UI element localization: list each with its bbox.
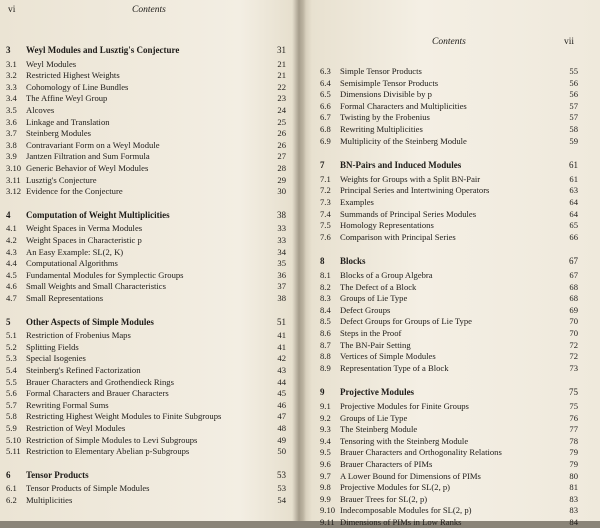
section-number: 8.5 <box>320 316 331 327</box>
section-page: 64 <box>569 208 578 219</box>
chapter-number: 7 <box>320 160 325 171</box>
section-number: 5.10 <box>6 434 22 445</box>
section-page: 70 <box>569 328 578 338</box>
section-page: 84 <box>569 517 578 527</box>
section-page: 30 <box>277 186 286 197</box>
section-page: 69 <box>569 304 578 315</box>
section-page: 73 <box>569 362 578 373</box>
chapter-number: 5 <box>6 316 11 327</box>
section-number: 4.6 <box>6 281 17 292</box>
section-number: 8.1 <box>320 270 331 280</box>
section-title: Dimensions Divisible by p <box>340 89 432 100</box>
section-number: 7.5 <box>320 220 331 231</box>
section-title: Weight Spaces in Verma Modules <box>26 223 143 234</box>
section-page: 24 <box>277 105 286 115</box>
section-page: 77 <box>569 424 578 435</box>
section-number: 8.9 <box>320 362 331 373</box>
section-number: 4.5 <box>6 269 17 280</box>
section-number: 6.3 <box>320 66 331 76</box>
section-page: 33 <box>277 223 286 234</box>
section-number: 8.7 <box>320 339 331 350</box>
section-number: 7.3 <box>320 197 331 207</box>
section-title: Rewriting Multiplicities <box>340 124 423 134</box>
section-number: 8.2 <box>320 281 331 292</box>
section-title: Examples <box>340 197 374 207</box>
section-page: 57 <box>569 112 578 123</box>
chapter-page: 38 <box>277 209 286 220</box>
section-title: Steinberg's Refined Factorization <box>26 365 141 375</box>
section-title: Brauer Characters and Grothendieck Rings <box>26 376 174 387</box>
section-number: 6.7 <box>320 112 331 123</box>
section-title: The Affine Weyl Group <box>26 93 108 104</box>
section-page: 64 <box>569 197 578 207</box>
section-number: 5.6 <box>6 388 17 399</box>
section-number: 8.3 <box>320 293 331 304</box>
section-number: 5.3 <box>6 353 17 364</box>
section-title: Evidence for the Conjecture <box>26 186 123 197</box>
running-head: Contents <box>432 37 466 47</box>
section-number: 9.10 <box>320 505 336 516</box>
section-page: 41 <box>277 341 286 352</box>
chapter-title: Computation of Weight Multiplicities <box>26 209 170 220</box>
section-number: 9.9 <box>320 493 331 504</box>
chapter-title: Projective Modules <box>340 387 415 398</box>
chapter-title: Blocks <box>340 256 366 267</box>
chapter-page: 75 <box>569 387 578 398</box>
section-title: Tensor Products of Simple Modules <box>26 483 150 494</box>
section-page: 83 <box>569 505 578 516</box>
section-title: A Lower Bound for Dimensions of PIMs <box>340 470 481 481</box>
section-page: 21 <box>277 70 286 81</box>
section-title: Simple Tensor Products <box>340 66 422 76</box>
section-page: 67 <box>569 270 578 280</box>
section-title: Projective Modules for SL(2, p) <box>340 482 451 493</box>
section-title: Multiplicities <box>26 495 73 505</box>
section-page: 48 <box>277 423 286 433</box>
section-title: Blocks of a Group Algebra <box>340 270 433 280</box>
section-title: Multiplicity of the Steinberg Module <box>340 135 467 146</box>
section-number: 6.1 <box>6 483 17 494</box>
chapter-number: 4 <box>6 209 11 220</box>
section-page: 80 <box>569 470 578 481</box>
section-page: 23 <box>277 93 286 104</box>
section-title: Steinberg Modules <box>26 128 92 139</box>
section-title: Special Isogenies <box>26 353 86 364</box>
section-number: 5.8 <box>6 411 17 422</box>
section-title: Weights for Groups with a Split BN-Pair <box>340 173 481 184</box>
section-page: 27 <box>277 151 286 162</box>
section-number: 6.8 <box>320 124 331 134</box>
section-title: Weight Spaces in Characteristic p <box>26 235 142 245</box>
chapter-page: 61 <box>569 160 578 171</box>
section-number: 5.4 <box>6 365 17 375</box>
section-title: Formal Characters and Multiplicities <box>340 100 467 111</box>
section-page: 79 <box>569 447 578 458</box>
section-page: 79 <box>569 459 578 469</box>
section-page: 76 <box>569 412 578 423</box>
section-number: 5.9 <box>6 423 17 433</box>
chapter-title: Tensor Products <box>26 469 89 480</box>
section-title: Brauer Trees for SL(2, p) <box>340 493 428 504</box>
section-title: Lusztig's Conjecture <box>26 174 97 185</box>
section-number: 9.7 <box>320 470 331 481</box>
chapter-title: Other Aspects of Simple Modules <box>26 316 154 327</box>
section-page: 66 <box>569 231 578 242</box>
section-page: 56 <box>569 89 578 100</box>
section-page: 72 <box>569 339 578 350</box>
section-page: 45 <box>277 388 286 399</box>
section-number: 5.7 <box>6 399 17 410</box>
section-number: 3.7 <box>6 128 17 139</box>
section-title: The Defect of a Block <box>340 281 417 292</box>
section-number: 6.2 <box>6 495 17 505</box>
section-number: 6.9 <box>320 135 331 146</box>
section-title: Projective Modules for Finite Groups <box>340 401 469 411</box>
left-page <box>0 0 295 521</box>
section-number: 5.11 <box>6 446 21 457</box>
section-title: Semisimple Tensor Products <box>340 77 439 88</box>
section-page: 61 <box>569 173 578 184</box>
section-page: 26 <box>277 128 286 139</box>
section-number: 6.6 <box>320 100 331 111</box>
section-number: 3.9 <box>6 151 17 162</box>
chapter-number: 8 <box>320 256 325 267</box>
section-title: Small Representations <box>26 293 104 303</box>
section-number: 9.11 <box>320 517 335 527</box>
section-page: 56 <box>569 77 578 88</box>
section-title: Generic Behavior of Weyl Modules <box>26 163 149 173</box>
section-title: Principal Series and Intertwining Operators <box>340 185 490 196</box>
section-number: 5.5 <box>6 376 17 387</box>
section-title: Restriction of Frobenius Maps <box>26 330 131 341</box>
section-page: 59 <box>569 135 578 146</box>
section-page: 38 <box>277 293 286 303</box>
section-number: 3.1 <box>6 58 17 69</box>
section-title: Restriction to Elementary Abelian p-Subgroups <box>26 446 190 457</box>
section-page: 78 <box>569 435 578 446</box>
section-number: 6.4 <box>320 77 331 88</box>
section-title: Restricting Highest Weight Modules to Finite Subgroups <box>26 411 222 422</box>
section-page: 26 <box>277 139 286 150</box>
section-number: 3.8 <box>6 139 17 150</box>
section-title: Comparison with Principal Series <box>340 231 456 242</box>
section-title: Linkage and Translation <box>26 116 110 127</box>
section-title: Representation Type of a Block <box>340 362 449 373</box>
section-title: Summands of Principal Series Modules <box>340 208 477 219</box>
section-number: 6.5 <box>320 89 331 100</box>
section-title: Weyl Modules <box>26 58 77 69</box>
section-title: Computational Algorithms <box>26 258 118 269</box>
section-page: 49 <box>277 434 286 445</box>
section-number: 3.10 <box>6 163 22 173</box>
section-page: 57 <box>569 100 578 111</box>
section-page: 34 <box>277 246 286 257</box>
section-number: 4.2 <box>6 235 17 245</box>
section-number: 9.6 <box>320 459 331 469</box>
section-title: Formal Characters and Brauer Characters <box>26 388 169 399</box>
section-number: 4.1 <box>6 223 17 234</box>
section-title: Indecomposable Modules for SL(2, p) <box>340 505 472 516</box>
section-title: Homology Representations <box>340 220 434 231</box>
section-page: 28 <box>277 163 286 173</box>
section-number: 3.3 <box>6 81 17 92</box>
chapter-number: 3 <box>6 45 11 55</box>
section-page: 72 <box>569 351 578 362</box>
section-number: 8.6 <box>320 328 331 338</box>
page-number: vii <box>564 37 575 47</box>
running-head: Contents <box>132 5 166 15</box>
section-number: 9.3 <box>320 424 331 435</box>
section-page: 21 <box>277 58 286 69</box>
section-number: 3.5 <box>6 105 17 115</box>
section-title: Vertices of Simple Modules <box>340 351 436 362</box>
section-page: 46 <box>277 399 286 410</box>
section-number: 3.6 <box>6 116 17 127</box>
chapter-page: 67 <box>569 256 578 267</box>
right-page <box>304 0 600 527</box>
chapter-number: 6 <box>6 469 11 480</box>
section-title: Tensoring with the Steinberg Module <box>340 435 469 446</box>
section-title: Jantzen Filtration and Sum Formula <box>26 151 150 162</box>
section-number: 4.7 <box>6 293 17 303</box>
section-number: 3.11 <box>6 174 21 185</box>
section-page: 37 <box>277 281 286 292</box>
section-title: Splitting Fields <box>26 341 79 352</box>
section-title: The BN-Pair Setting <box>340 339 411 350</box>
section-page: 22 <box>277 81 286 92</box>
section-number: 7.6 <box>320 231 331 242</box>
section-title: Alcoves <box>26 105 55 115</box>
section-title: Cohomology of Line Bundles <box>26 81 129 92</box>
section-page: 42 <box>277 353 286 364</box>
section-title: Contravariant Form on a Weyl Module <box>26 139 160 150</box>
section-title: Restriction of Weyl Modules <box>26 423 126 433</box>
section-number: 3.4 <box>6 93 17 104</box>
section-title: Brauer Characters of PIMs <box>340 459 433 469</box>
section-number: 5.2 <box>6 341 17 352</box>
section-page: 54 <box>277 495 286 505</box>
chapter-title: Weyl Modules and Lusztig's Conjecture <box>26 45 180 55</box>
section-title: Small Weights and Small Characteristics <box>26 281 166 292</box>
section-title: Dimensions of PIMs in Low Ranks <box>340 517 462 527</box>
section-title: Defect Groups <box>340 304 391 315</box>
section-page: 44 <box>277 376 286 387</box>
section-title: Defect Groups for Groups of Lie Type <box>340 316 472 327</box>
section-title: Restriction of Simple Modules to Levi Subgroups <box>26 434 198 445</box>
section-number: 7.2 <box>320 185 331 196</box>
section-number: 3.12 <box>6 186 22 197</box>
section-title: An Easy Example: SL(2, K) <box>26 246 124 257</box>
section-number: 3.2 <box>6 70 17 81</box>
section-page: 83 <box>569 493 578 504</box>
section-number: 9.5 <box>320 447 331 458</box>
section-number: 7.4 <box>320 208 331 219</box>
section-page: 53 <box>277 483 286 494</box>
section-title: Steps in the Proof <box>340 328 402 338</box>
section-page: 25 <box>277 116 286 127</box>
section-number: 9.1 <box>320 401 331 411</box>
section-title: Brauer Characters and Orthogonality Relations <box>340 447 502 458</box>
section-title: Twisting by the Frobenius <box>340 112 430 123</box>
section-number: 9.4 <box>320 435 331 446</box>
section-number: 9.2 <box>320 412 331 423</box>
section-page: 68 <box>569 293 578 304</box>
section-page: 75 <box>569 401 578 411</box>
section-number: 4.4 <box>6 258 17 269</box>
section-number: 7.1 <box>320 173 331 184</box>
section-page: 47 <box>277 411 286 422</box>
section-title: Rewriting Formal Sums <box>26 399 109 410</box>
section-page: 50 <box>277 446 286 457</box>
section-number: 9.8 <box>320 482 331 493</box>
chapter-title: BN-Pairs and Induced Modules <box>340 160 462 171</box>
section-page: 35 <box>277 258 286 269</box>
section-page: 29 <box>277 174 286 185</box>
section-number: 5.1 <box>6 330 17 341</box>
section-page: 68 <box>569 281 578 292</box>
section-page: 81 <box>569 482 578 493</box>
section-title: Restricted Highest Weights <box>26 70 120 81</box>
section-page: 58 <box>569 124 578 134</box>
page-number: vi <box>8 5 16 15</box>
section-title: Fundamental Modules for Symplectic Groups <box>26 269 184 280</box>
section-title: Groups of Lie Type <box>340 412 408 423</box>
chapter-page: 31 <box>277 45 286 55</box>
chapter-page: 53 <box>277 469 286 480</box>
section-page: 70 <box>569 316 578 327</box>
chapter-page: 51 <box>277 316 286 327</box>
section-number: 8.4 <box>320 304 331 315</box>
section-page: 41 <box>277 330 286 341</box>
section-page: 65 <box>569 220 578 231</box>
chapter-number: 9 <box>320 387 325 398</box>
section-page: 43 <box>277 365 286 375</box>
section-number: 4.3 <box>6 246 17 257</box>
section-title: The Steinberg Module <box>340 424 418 435</box>
section-title: Groups of Lie Type <box>340 293 408 304</box>
section-page: 55 <box>569 66 578 76</box>
section-page: 33 <box>277 235 286 245</box>
section-page: 36 <box>277 269 286 280</box>
section-number: 8.8 <box>320 351 331 362</box>
section-page: 63 <box>569 185 578 196</box>
